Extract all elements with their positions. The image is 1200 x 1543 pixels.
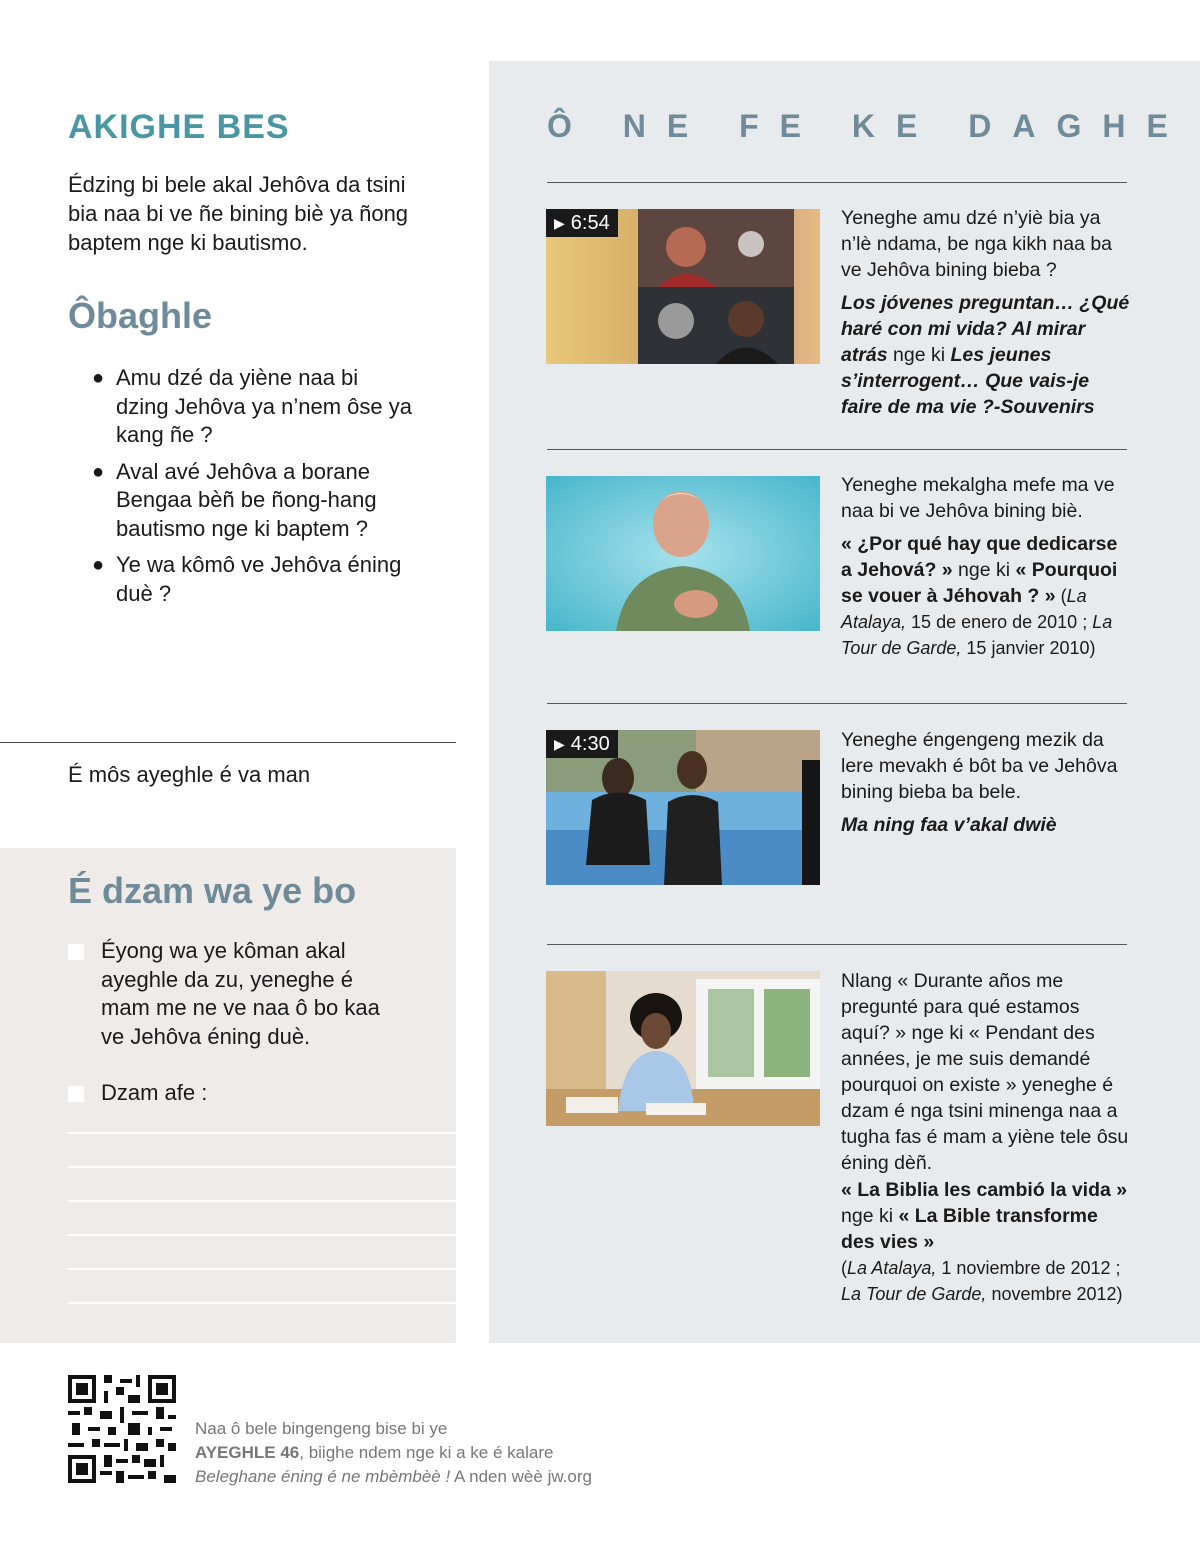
video-duration-badge: ▶ 4:30: [546, 730, 618, 758]
video-thumbnail-1[interactable]: [546, 209, 820, 364]
bullet-icon: ●: [92, 367, 105, 389]
item-2-title-fr[interactable]: « Pourquoi se vouer à Jéhovah ? »: [841, 559, 1118, 607]
item-1-reference: Los jóvenes preguntan… ¿Qué haré con mi vida? Al mirar atrás nge ki Les jeunes s’interrogent… Que vais-je faire de ma vie ?-Souvenirs: [841, 292, 1130, 418]
play-icon: ▶: [554, 735, 565, 752]
section-heading-akighe-bes: AKIGHE BES: [68, 108, 290, 146]
writing-line[interactable]: [68, 1268, 456, 1270]
checkbox-1[interactable]: [68, 944, 84, 960]
video-thumbnail-2[interactable]: [546, 476, 820, 631]
divider: [547, 182, 1127, 183]
article-still-4: [546, 971, 820, 1126]
item-1-description: Yeneghe amu dzé n’yiè bia ya n’lè ndama, be nga kikh naa ba ve Jehôva bining bieba ?: [841, 207, 1113, 281]
video-still-2: [546, 476, 820, 631]
bullet-icon: ●: [92, 554, 105, 576]
bullet-icon: ●: [92, 460, 105, 483]
item-4-title-es[interactable]: « La Biblia les cambió la vida »: [841, 1179, 1128, 1201]
question-item: ● Aval avé Jehôva a borane Bengaa bèñ be ñong-hang bautismo nge ki baptem ?: [92, 458, 377, 541]
intro-text: Édzing bi bele akal Jehôva da tsini bia naa bi ve ñe bining biè ya ñong baptem nge ki bautismo.: [68, 172, 409, 255]
divider: [547, 449, 1127, 450]
qr-code-icon[interactable]: [68, 1375, 176, 1483]
todo-item-1: Éyong wa ye kôman akal ayeghle da zu, yeneghe é mam me ne ve naa ô bo kaa ve Jehôva éning duè.: [101, 938, 380, 1049]
article-image-4[interactable]: [546, 971, 820, 1126]
divider: [547, 703, 1127, 704]
lesson-finished-text: É môs ayeghle é va man: [68, 762, 311, 787]
question-item: ● Ye wa kômô ve Jehôva éning duè ?: [92, 552, 402, 606]
writing-line[interactable]: [68, 1200, 456, 1202]
item-1-title-es[interactable]: Los jóvenes preguntan… ¿Qué haré con mi vida? Al mirar atrás: [841, 292, 1130, 366]
item-3-description: Yeneghe éngengeng mezik da lere mevakh é bôt ba ve Jehôva bining bieba ba bele.: [841, 729, 1118, 803]
item-3-reference: [841, 812, 1131, 838]
questions-heading: Ôbaghle: [68, 295, 213, 336]
checkbox-2[interactable]: [68, 1086, 84, 1102]
item-2-title-es[interactable]: « ¿Por qué hay que dedicarse a Jehová? »: [841, 533, 1118, 581]
writing-line[interactable]: [68, 1234, 456, 1236]
writing-line[interactable]: [68, 1166, 456, 1168]
question-item: ● Amu dzé da yiène naa bi dzing Jehôva ya n’nem ôse ya kang ñe ?: [92, 365, 412, 447]
item-1-title-fr[interactable]: Les jeunes s’interrogent… Que vais-je faire de ma vie ?-Souvenirs: [841, 344, 1095, 418]
item-2-reference: « ¿Por qué hay que dedicarse a Jehová? » nge ki « Pourquoi se vouer à Jéhovah ? » (La Atalaya, 15 de enero de 2010 ; La Tour de Garde, 15 janvier 2010): [841, 533, 1118, 658]
item-2-description: Yeneghe mekalgha mefe ma ve naa bi ve Jehôva bining biè.: [841, 474, 1115, 522]
divider: [0, 742, 456, 743]
divider: [547, 944, 1127, 945]
todo-heading: É dzam wa ye bo: [68, 870, 357, 911]
footer-text: Naa ô bele bingengeng bise bi ye AYEGHLE 46, biighe ndem nge ki a ke é kalare Beleghane éning é ne mbèmbèè ! A nden wèè jw.org: [195, 1419, 592, 1486]
questions-list: [92, 364, 412, 616]
writing-line[interactable]: [68, 1302, 456, 1304]
writing-line[interactable]: [68, 1132, 456, 1134]
explore-heading: Ô NE FE KE DAGHE: [547, 108, 1189, 144]
item-4-description: Nlang « Durante años me pregunté para qué estamos aquí? » nge ki « Pendant des années, je me suis demandé pourquoi on existe » yeneghe é dzam é nga tsini minenga naa a tugha fas é mam a yiène tele ôsu éning dèñ.: [841, 970, 1129, 1174]
video-thumbnail-3[interactable]: [546, 730, 820, 885]
play-icon: ▶: [554, 214, 565, 231]
video-duration-badge: ▶ 6:54: [546, 209, 618, 237]
item-4-reference: « La Biblia les cambió la vida » nge ki « La Bible transforme des vies » (La Atalaya, 1 noviembre de 2012 ; La Tour de Garde, novembre 2012): [841, 1179, 1128, 1304]
item-3-title[interactable]: Ma ning faa v’akal dwiè: [841, 814, 1057, 836]
item-4-title-fr[interactable]: « La Bible transforme des vies »: [841, 1205, 1098, 1253]
todo-item-2: Dzam afe :: [101, 1080, 208, 1105]
